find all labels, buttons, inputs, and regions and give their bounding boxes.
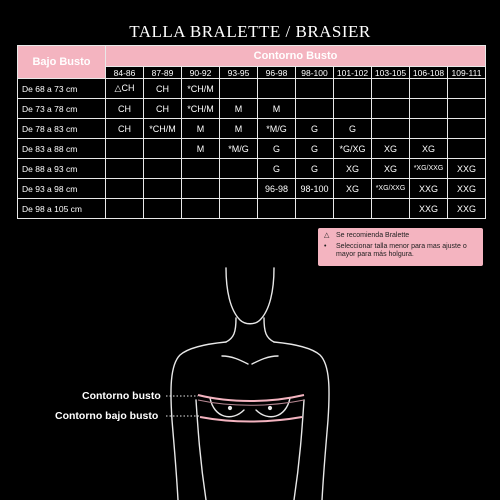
size-cell: XG — [334, 159, 372, 179]
legend-text-size-advice: Seleccionar talla menor para mas ajuste o mayor para más holgura. — [336, 243, 467, 258]
size-cell — [220, 159, 258, 179]
bust-range-98-100: 98-100 — [296, 67, 334, 79]
size-cell: △CH — [106, 79, 144, 99]
size-cell — [258, 79, 296, 99]
table-row — [18, 99, 486, 119]
size-cell — [448, 99, 486, 119]
size-cell: G — [296, 119, 334, 139]
size-table-body — [18, 79, 486, 219]
size-cell: XG — [372, 139, 410, 159]
head-outline — [226, 268, 274, 324]
size-cell — [106, 179, 144, 199]
legend-text-bralette: Se recomienda Bralette — [336, 232, 410, 239]
page-title: TALLA BRALETTE / BRASIER — [129, 22, 371, 41]
size-cell: CH — [144, 79, 182, 99]
size-cell: CH — [144, 99, 182, 119]
size-cell — [410, 79, 448, 99]
size-cell — [144, 159, 182, 179]
underbust-range-label: De 78 a 83 cm — [18, 119, 106, 139]
underbust-label: Contorno bajo busto — [55, 410, 159, 422]
size-cell — [106, 139, 144, 159]
size-cell — [448, 119, 486, 139]
underbust-range-label: De 68 a 73 cm — [18, 79, 106, 99]
bust-range-84-86: 84-86 — [106, 67, 144, 79]
size-cell: *G/XG — [334, 139, 372, 159]
size-cell: 98-100 — [296, 179, 334, 199]
size-cell: XXG — [448, 199, 486, 219]
size-cell — [220, 199, 258, 219]
size-cell: XXG — [448, 159, 486, 179]
size-cell — [220, 79, 258, 99]
size-cell: *M/G — [258, 119, 296, 139]
size-cell: XXG — [410, 179, 448, 199]
size-cell — [334, 199, 372, 219]
size-cell: *CH/M — [182, 79, 220, 99]
size-cell — [182, 159, 220, 179]
underbust-range-label: De 88 a 93 cm — [18, 159, 106, 179]
size-cell — [144, 179, 182, 199]
table-row — [18, 79, 486, 99]
body-outline-illustration — [0, 260, 500, 500]
table-row — [18, 179, 486, 199]
bust-range-87-89: 87-89 — [144, 67, 182, 79]
size-table — [17, 45, 486, 219]
table-row — [18, 159, 486, 179]
underbust-range-label: De 83 a 88 cm — [18, 139, 106, 159]
size-cell — [182, 199, 220, 219]
bust-range-101-102: 101-102 — [334, 67, 372, 79]
size-cell: *CH/M — [182, 99, 220, 119]
size-cell: *XG/XXG — [372, 179, 410, 199]
bust-range-109-111: 109-111 — [448, 67, 486, 79]
bust-range-106-108: 106-108 — [410, 67, 448, 79]
size-cell — [372, 199, 410, 219]
size-cell: *XG/XXG — [410, 159, 448, 179]
underbust-range-label: De 93 a 98 cm — [18, 179, 106, 199]
underbust-range-label: De 73 a 78 cm — [18, 99, 106, 119]
size-cell — [448, 79, 486, 99]
size-cell: XXG — [410, 199, 448, 219]
size-cell: *M/G — [220, 139, 258, 159]
bust-line — [198, 395, 304, 401]
size-cell: XXG — [448, 179, 486, 199]
size-cell — [372, 99, 410, 119]
size-cell — [182, 179, 220, 199]
size-cell — [448, 139, 486, 159]
size-cell: XG — [334, 179, 372, 199]
underbust-range-label: De 98 a 105 cm — [18, 199, 106, 219]
size-cell: M — [182, 119, 220, 139]
size-cell: G — [258, 159, 296, 179]
size-cell: 96-98 — [258, 179, 296, 199]
triangle-icon: △ — [324, 232, 330, 239]
bajo-busto-header: Bajo Busto — [18, 46, 106, 79]
size-cell: CH — [106, 99, 144, 119]
size-cell — [372, 119, 410, 139]
size-cell — [334, 79, 372, 99]
size-cell: G — [296, 159, 334, 179]
size-cell — [296, 199, 334, 219]
contorno-busto-header: Contorno Busto — [106, 46, 486, 67]
size-cell: XG — [372, 159, 410, 179]
size-cell: *CH/M — [144, 119, 182, 139]
size-cell — [296, 79, 334, 99]
size-cell: M — [182, 139, 220, 159]
size-cell — [296, 99, 334, 119]
size-cell — [410, 119, 448, 139]
size-cell — [144, 139, 182, 159]
size-cell — [106, 159, 144, 179]
bust-range-96-98: 96-98 — [258, 67, 296, 79]
size-cell — [144, 199, 182, 219]
size-cell — [410, 99, 448, 119]
size-cell — [220, 179, 258, 199]
bullet-icon: • — [324, 243, 327, 250]
size-cell: CH — [106, 119, 144, 139]
size-cell — [334, 99, 372, 119]
size-cell: G — [258, 139, 296, 159]
underbust-line — [200, 417, 302, 422]
left-arm-outline — [171, 342, 226, 500]
bust-range-103-105: 103-105 — [372, 67, 410, 79]
size-cell: M — [220, 119, 258, 139]
size-cell: M — [220, 99, 258, 119]
table-row — [18, 199, 486, 219]
legend-item — [324, 232, 477, 240]
bust-range-93-95: 93-95 — [220, 67, 258, 79]
size-cell: G — [296, 139, 334, 159]
size-cell — [372, 79, 410, 99]
bust-range-90-92: 90-92 — [182, 67, 220, 79]
table-row — [18, 139, 486, 159]
size-cell — [258, 199, 296, 219]
size-cell — [106, 199, 144, 219]
table-row — [18, 119, 486, 139]
bust-label: Contorno busto — [82, 390, 161, 402]
right-arm-outline — [274, 342, 329, 500]
size-cell: XG — [410, 139, 448, 159]
size-cell: G — [334, 119, 372, 139]
legend-item — [324, 243, 477, 259]
size-cell: M — [258, 99, 296, 119]
